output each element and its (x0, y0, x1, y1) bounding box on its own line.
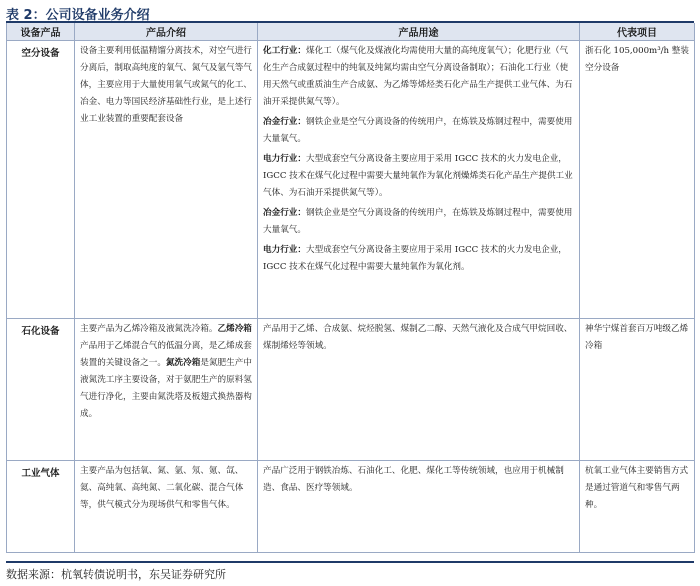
product-uses (258, 41, 580, 319)
intro-part: 是氮肥生产中液氮洗工序主要设备，对于氨肥生产的原料氢气进行净化，主要由氮洗塔及板翅式换热器构成。 (80, 358, 252, 419)
table-header-row (7, 23, 695, 41)
product-name: 石化设备 (7, 319, 75, 461)
header-product: 设备产品 (7, 23, 75, 41)
use-label: 冶金行业： (263, 117, 306, 127)
header-uses: 产品用途 (258, 23, 580, 41)
product-intro: 主要产品为包括氧、氮、氩、氖、氪、氙、氦、高纯氧、高纯氮、二氧化碳、混合气体等，供气模式分为现场供气和零售气体。 (75, 461, 258, 553)
bottom-divider (6, 561, 694, 563)
table-row (7, 461, 695, 553)
representative-project: 浙石化 105,000m³/h 整装空分设备 (580, 41, 695, 319)
product-uses: 产品用于乙烯、合成氨、烷烃脱氢、煤制乙二醇、天然气液化及合成气甲烷回收、煤制烯烃等领域。 (258, 319, 580, 461)
use-label: 冶金行业： (263, 208, 306, 218)
intro-part: 产品用于乙烯混合气的低温分离，是乙烯成套装置的关键设备之一。 (80, 341, 252, 368)
product-intro (75, 319, 258, 461)
table-row (7, 319, 695, 461)
use-item (263, 242, 574, 276)
use-text: 大型成套空气分离设备主要应用于采用 IGCC 技术的火力发电企业，IGCC 技术在煤气化过程中需要大量纯氧作为氧化剂。 (263, 245, 567, 272)
product-name: 工业气体 (7, 461, 75, 553)
use-label: 电力行业： (263, 245, 306, 255)
equipment-business-table (6, 23, 695, 553)
use-item (263, 114, 574, 148)
use-text: 煤化工（煤气化及煤液化均需使用大量的高纯度氧气）；化肥行业（气化生产合成氨过程中的纯氧及纯氮均需由空气分离设备制取）；石油化工行业（使用天然气或重质油生产合成氨、为乙烯等烯烃类石化产品生产提供工业气体、为石油开采提供氮气等）。 (263, 46, 573, 107)
use-item (263, 43, 574, 111)
use-label: 化工行业： (263, 46, 306, 56)
use-item (263, 151, 574, 202)
intro-keyword: 乙烯冷箱 (217, 324, 252, 334)
data-source: 数据来源：杭氧转债说明书，东吴证券研究所 (6, 568, 226, 581)
product-name: 空分设备 (7, 41, 75, 319)
intro-keyword: 氮洗冷箱 (165, 358, 201, 368)
product-uses: 产品广泛用于钢铁冶炼、石油化工、化肥、煤化工等传统领域，也应用于机械制造、食品、医疗等领域。 (258, 461, 580, 553)
use-text: 钢铁企业是空气分离设备的传统用户，在炼铁及炼钢过程中，需要使用大量氧气。 (263, 117, 573, 144)
use-text: 大型成套空气分离设备主要应用于采用 IGCC 技术的火力发电企业，IGCC 技术在煤气化过程中需要大量纯氧作为氧化剂燥烯类石化产品生产提供工业气体、为石油开采提供氮气等）。 (263, 154, 573, 198)
use-item (263, 205, 574, 239)
table-row (7, 41, 695, 319)
use-text: 钢铁企业是空气分离设备的传统用户，在炼铁及炼钢过程中，需要使用大量氧气。 (263, 208, 573, 235)
intro-part: 主要产品为乙烯冷箱及液氮洗冷箱。 (80, 324, 218, 334)
header-intro: 产品介绍 (75, 23, 258, 41)
table-title: 表 2：公司设备业务介绍 (6, 8, 150, 23)
representative-project: 神华宁煤首套百万吨级乙烯冷箱 (580, 319, 695, 461)
representative-project: 杭氧工业气体主要销售方式是通过管道气和零售气两种。 (580, 461, 695, 553)
header-project: 代表项目 (580, 23, 695, 41)
product-intro: 设备主要利用低温精馏分离技术，对空气进行分离后，制取高纯度的氧气、氮气及氩气等气体，主要应用于大量使用氧气或氮气的化工、冶金、电力等国民经济基础性行业，是上述行业工业装置的重要配套设备 (75, 41, 258, 319)
use-label: 电力行业： (263, 154, 306, 164)
